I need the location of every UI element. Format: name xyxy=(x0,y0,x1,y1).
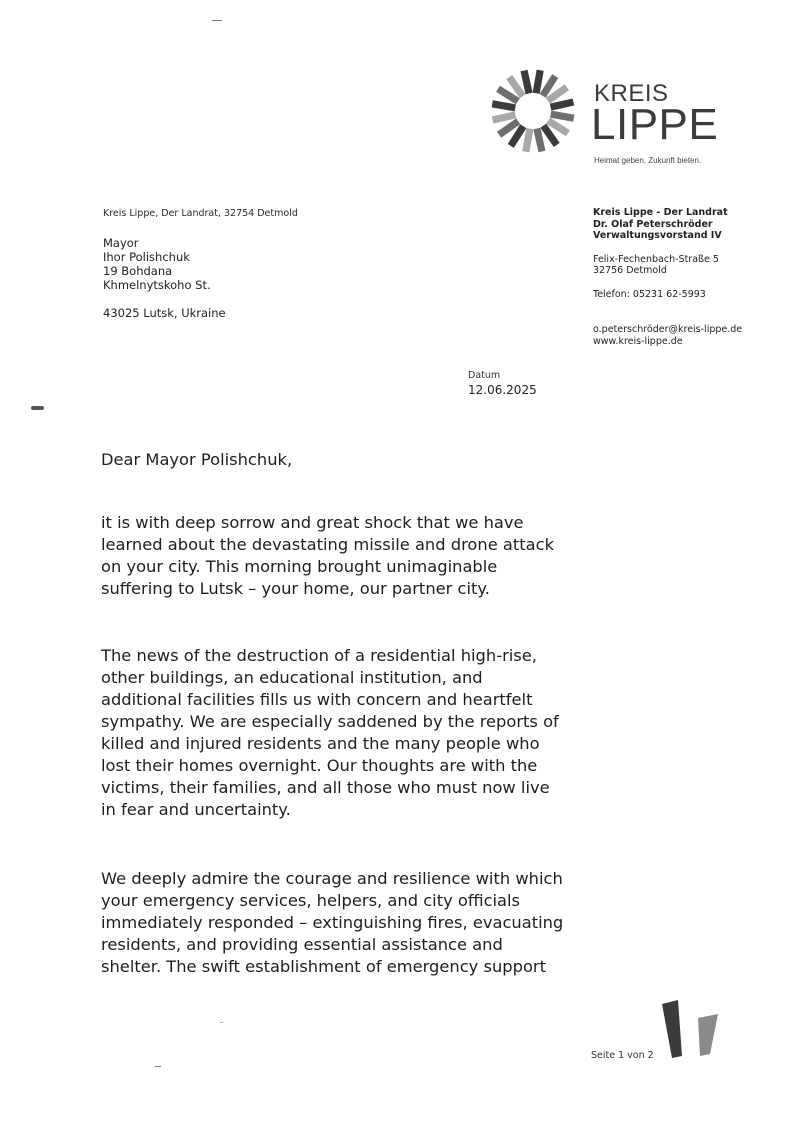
body-line: on your city. This morning brought unimaginable xyxy=(101,557,498,576)
body-line: immediately responded – extinguishing fires, evacuating xyxy=(101,913,564,932)
page-number: Seite 1 von 2 xyxy=(591,1050,654,1061)
contact-web: www.kreis-lippe.de xyxy=(593,335,683,347)
contact-name: Dr. Olaf Peterschröder xyxy=(593,218,713,230)
kreis-lippe-logo-mark-icon xyxy=(488,66,578,156)
body-line: residents, and providing essential assistance and xyxy=(101,935,503,954)
body-line: The news of the destruction of a residential high-rise, xyxy=(101,646,537,665)
contact-block xyxy=(593,207,742,347)
date-value: 12.06.2025 xyxy=(468,383,537,397)
logo-tagline: Heimat geben. Zukunft bieten. xyxy=(594,156,702,165)
contact-city: 32756 Detmold xyxy=(593,265,667,276)
body-line: sympathy. We are especially saddened by the reports of xyxy=(101,712,559,731)
recipient-line: Ihor Polishchuk xyxy=(103,250,190,264)
recipient-line: Khmelnytskoho St. xyxy=(103,278,211,292)
contact-street: Felix-Fechenbach-Straße 5 xyxy=(593,253,719,265)
scan-speck xyxy=(155,1066,161,1067)
body-line: shelter. The swift establishment of emergency support xyxy=(101,957,546,976)
recipient-line: 43025 Lutsk, Ukraine xyxy=(103,306,226,320)
body-line: additional facilities fills us with concern and heartfelt xyxy=(101,690,533,709)
body-line: it is with deep sorrow and great shock that we have xyxy=(101,513,524,532)
body-line: in fear and uncertainty. xyxy=(101,800,291,819)
contact-org: Kreis Lippe - Der Landrat xyxy=(593,207,728,218)
scan-speck xyxy=(220,1022,223,1023)
logo-kreis-text: KREIS xyxy=(594,80,669,107)
fold-mark xyxy=(31,406,44,410)
paragraph-3 xyxy=(101,868,581,978)
salutation: Dear Mayor Polishchuk, xyxy=(101,450,293,469)
paragraph-1 xyxy=(101,512,581,600)
body-line: suffering to Lutsk – your home, our partner city. xyxy=(101,579,490,598)
body-line: your emergency services, helpers, and city officials xyxy=(101,891,521,910)
contact-role: Verwaltungsvorstand IV xyxy=(593,230,722,241)
date-label: Datum xyxy=(468,370,501,381)
scan-speck xyxy=(212,20,222,21)
body-line: victims, their families, and all those who must now live xyxy=(101,778,550,797)
recipient-line: Mayor xyxy=(103,236,139,250)
body-line: We deeply admire the courage and resilience with which xyxy=(101,869,563,888)
body-line: learned about the devastating missile and drone attack xyxy=(101,535,554,554)
logo-lippe-text: LIPPE xyxy=(591,100,719,149)
body-line: killed and injured residents and the many people who xyxy=(101,734,540,753)
footer-logo-bars-icon xyxy=(658,996,728,1060)
recipient-address xyxy=(103,236,226,320)
body-line: other buildings, an educational institution, and xyxy=(101,668,483,687)
contact-phone: Telefon: 05231 62-5993 xyxy=(593,288,706,300)
paragraph-2 xyxy=(101,645,581,821)
sender-return-address: Kreis Lippe, Der Landrat, 32754 Detmold xyxy=(103,208,298,219)
contact-email: o.peterschröder@kreis-lippe.de xyxy=(593,324,743,335)
body-line: lost their homes overnight. Our thoughts are with the xyxy=(101,756,538,775)
recipient-line: 19 Bohdana xyxy=(103,264,173,278)
